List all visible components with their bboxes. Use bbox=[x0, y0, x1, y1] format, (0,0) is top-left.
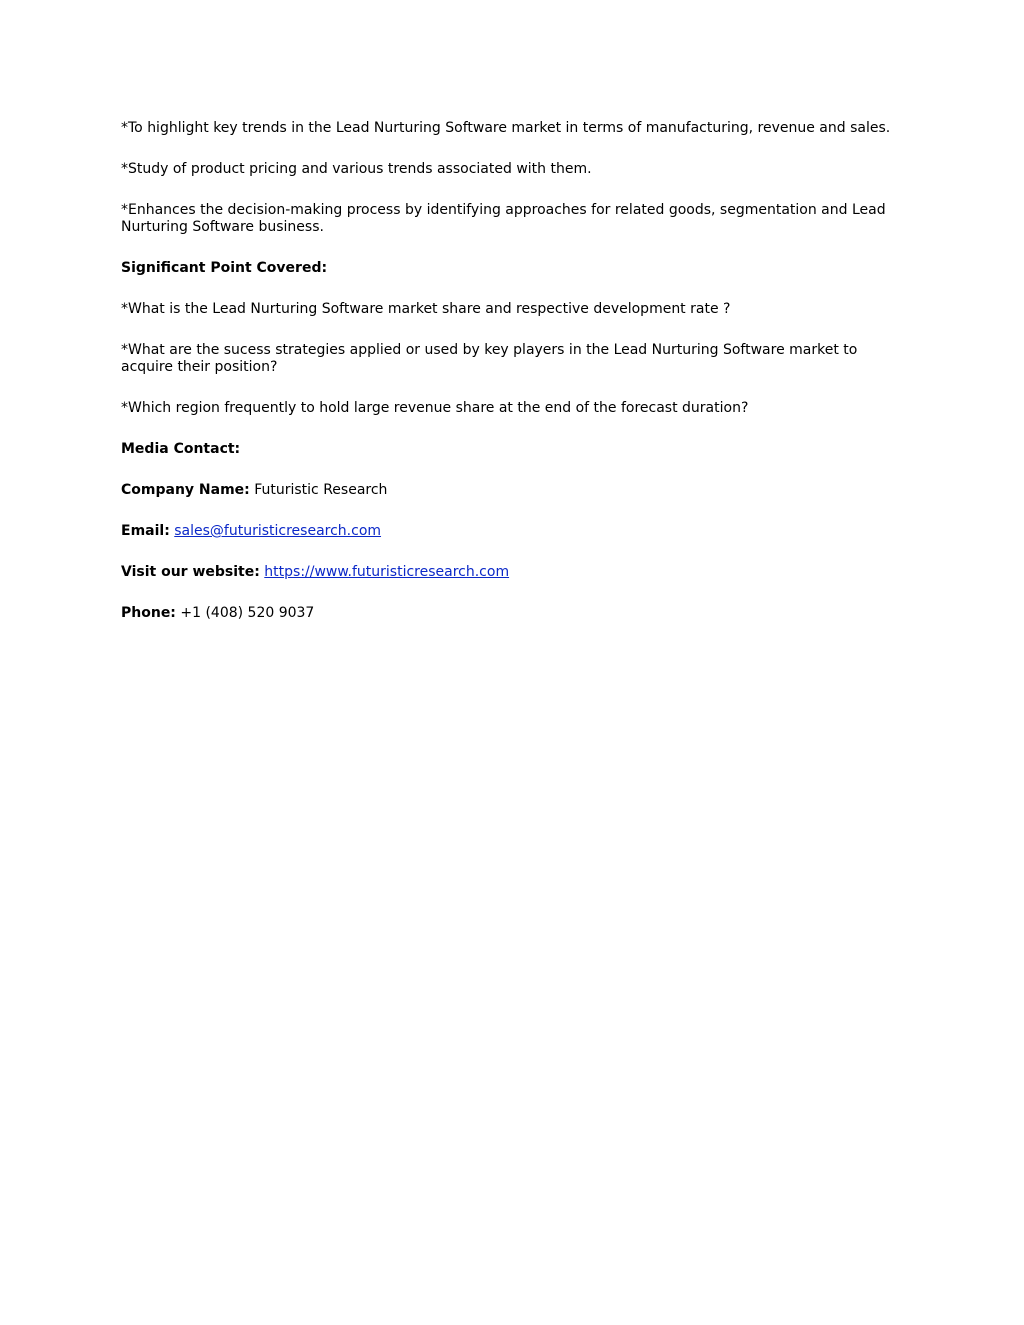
bullet-decision-making: *Enhances the decision-making process by identifying approaches for related goods, segmentation and Lead Nurturing Software business. bbox=[121, 202, 886, 235]
company-name-value: Futuristic Research bbox=[249, 482, 388, 498]
bullet-key-trends: *To highlight key trends in the Lead Nurturing Software market in terms of manufacturing, revenue and sales. bbox=[121, 120, 891, 136]
website-link[interactable]: https://www.futuristicresearch.com bbox=[264, 564, 510, 580]
media-contact-heading: Media Contact: bbox=[121, 441, 241, 457]
company-name-line bbox=[121, 482, 911, 499]
bullet-product-pricing: *Study of product pricing and various trends associated with them. bbox=[121, 161, 592, 177]
phone-label: Phone: bbox=[121, 605, 176, 621]
website-label: Visit our website: bbox=[121, 564, 260, 580]
phone-line bbox=[121, 605, 911, 622]
email-line bbox=[121, 523, 911, 540]
question-success-strategies: *What are the sucess strategies applied or used by key players in the Lead Nurturing Software market to acquire their position? bbox=[121, 342, 858, 375]
document-body bbox=[121, 120, 911, 646]
email-label: Email: bbox=[121, 523, 170, 539]
significant-points-heading: Significant Point Covered: bbox=[121, 260, 328, 276]
company-name-label: Company Name: bbox=[121, 482, 250, 498]
question-market-share: *What is the Lead Nurturing Software market share and respective development rate ? bbox=[121, 301, 731, 317]
question-region-revenue: *Which region frequently to hold large revenue share at the end of the forecast duration? bbox=[121, 400, 749, 416]
website-line bbox=[121, 564, 911, 581]
phone-value: +1 (408) 520 9037 bbox=[175, 605, 315, 621]
email-link[interactable]: sales@futuristicresearch.com bbox=[174, 523, 382, 539]
